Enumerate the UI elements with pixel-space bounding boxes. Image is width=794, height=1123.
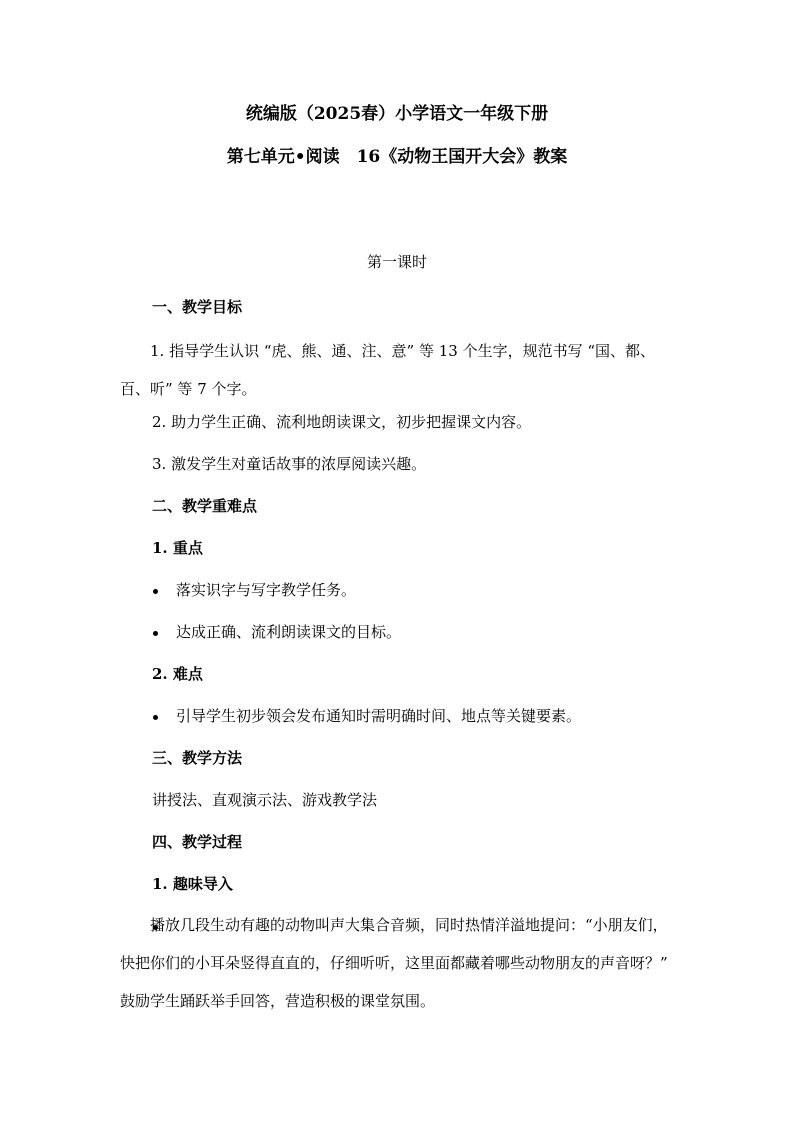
key-bullet-1: 落实识字与写字教学任务。 — [176, 581, 357, 599]
subheading-intro: 1. 趣味导入 — [152, 875, 233, 893]
difficult-bullet-1: 引导学生初步领会发布通知时需明确时间、地点等关键要素。 — [176, 707, 582, 725]
key-bullet-2: 达成正确、流利朗读课文的目标。 — [176, 623, 402, 641]
document-title: 统编版（2025春）小学语文一年级下册 — [245, 104, 549, 124]
section-heading-objectives: 一、教学目标 — [152, 298, 243, 316]
objective-item-3: 3. 激发学生对童话故事的浓厚阅读兴趣。 — [152, 455, 427, 473]
document-subtitle: 第七单元•阅读 16《动物王国开大会》教案 — [226, 147, 568, 167]
objective-item-2: 2. 助力学生正确、流利地朗读课文，初步把握课文内容。 — [152, 413, 532, 431]
bullet-icon — [153, 589, 158, 594]
process-paragraph-1: 播放几段生动有趣的动物叫声大集合音频，同时热情洋溢地提问：“小朋友们，快把你们的小耳朵竖得直直的，仔细听听，这里面都藏着哪些动物朋友的声音呀？” 鼓励学生踊跃举手回答，营造积极的课堂氛围。 — [120, 916, 668, 1010]
bullet-icon — [153, 631, 158, 636]
lesson-label: 第一课时 — [366, 253, 427, 271]
subheading-difficult: 2. 难点 — [152, 665, 203, 683]
section-heading-key-points: 二、教学重难点 — [152, 497, 258, 515]
section-heading-process: 四、教学过程 — [152, 833, 243, 851]
bullet-icon — [153, 715, 158, 720]
section-heading-methods: 三、教学方法 — [152, 749, 243, 767]
subheading-key: 1. 重点 — [152, 539, 203, 557]
objective-item-1: 1. 指导学生认识 “虎、熊、通、注、意” 等 13 个生字，规范书写 “国、都、百、听” 等 7 个字。 — [120, 342, 656, 398]
methods-text: 讲授法、直观演示法、游戏教学法 — [152, 791, 378, 809]
